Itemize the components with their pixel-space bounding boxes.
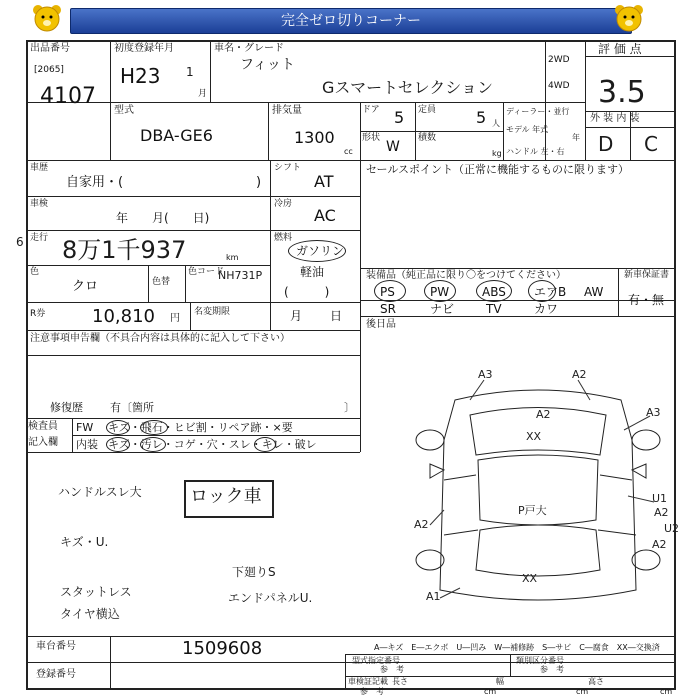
equip-ps: PS — [380, 285, 395, 299]
door-label: ドア — [362, 105, 380, 115]
chassis-label: 車台番号 — [36, 641, 76, 652]
repair-label: 修復歴 — [50, 401, 83, 414]
lock-car-note: ロック車 — [190, 486, 262, 507]
bear-mascot-left-icon — [30, 4, 64, 34]
recycle-value: 10,810 — [92, 306, 155, 327]
era-year: H23 — [120, 64, 161, 88]
circle-airbag — [528, 280, 556, 302]
note-studless: スタットレス — [60, 585, 132, 599]
fuel-gas: ガソリン — [296, 244, 345, 258]
registration-label: 名変期限 — [194, 307, 231, 317]
mark-a2-right-top: A2 — [572, 368, 587, 381]
length-cm: cm — [484, 687, 497, 696]
recycle-label: R券 — [30, 309, 46, 319]
damage-legend: A―キズ E―エクボ U―凹み W―補修跡 S―サビ C―腐食 XX―交換済 — [374, 643, 660, 652]
mileage-label: 走行 — [30, 233, 49, 243]
circle-ps — [374, 280, 406, 302]
displacement-value: 1300 — [294, 128, 335, 147]
interior-value: キズ・汚レ・コゲ・穴・スレ・キレ・破レ — [108, 438, 317, 451]
fuel-other: ( ) — [284, 285, 330, 299]
equip-leather: カワ — [534, 302, 559, 316]
ref-label-3: 参 考 — [360, 687, 384, 696]
car-grade: Gスマートセレクション — [322, 78, 493, 97]
dealer-label: ディーラー・並行 — [506, 107, 570, 116]
note-tire: タイヤ横込 — [60, 607, 120, 621]
bear-mascot-right-icon — [612, 4, 646, 34]
km-unit: km — [226, 253, 239, 262]
color-label: 色 — [30, 267, 40, 277]
load-label: 積数 — [418, 133, 437, 143]
mark-xx-front: XX — [526, 430, 542, 443]
body-label: 形状 — [362, 133, 381, 143]
fuel-diesel: 軽油 — [300, 265, 325, 279]
model-label: 型式 — [114, 105, 134, 116]
lot-small-number: [2065] — [34, 65, 64, 75]
inspection-label: 車検 — [30, 199, 49, 209]
color-code-value: NH731P — [218, 269, 263, 282]
shift-label: シフト — [274, 163, 302, 173]
color-swap-label: 色替 — [152, 277, 171, 287]
first-reg-label: 初度登録年月 — [114, 43, 174, 54]
height-label: 高さ — [588, 677, 604, 686]
mark-xx-rear: XX — [522, 572, 538, 585]
lot-label: 出品番号 — [30, 43, 70, 54]
width-cm: cm — [576, 687, 589, 696]
drive-4wd: 4WD — [548, 81, 570, 91]
mark-u1: U1 — [652, 492, 668, 505]
model-year-label: モデル 年式 — [506, 125, 549, 134]
seat-value: 5 — [476, 108, 487, 127]
ac-value: AC — [314, 206, 336, 225]
ext-int-label: 外 装 内 装 — [590, 113, 640, 124]
later-fit-label: 後日品 — [366, 319, 396, 330]
seat-label: 定員 — [418, 105, 437, 115]
mark-a3-fender: A3 — [646, 406, 661, 419]
body-value: W — [386, 139, 400, 155]
equip-sr: SR — [380, 302, 396, 316]
fuel-label: 燃料 — [274, 233, 293, 243]
lot-number: 4107 — [40, 84, 96, 109]
reg-month-unit: 月 — [290, 309, 303, 323]
mileage-value: 8万1千937 — [62, 236, 187, 264]
reg-month: 1 — [186, 65, 194, 79]
door-value: 5 — [394, 108, 405, 127]
entry-label: 記入欄 — [28, 437, 58, 448]
note-endpanel: エンドパネルU. — [228, 591, 313, 605]
fw-value: キズ・飛石・ヒビ割・リペア跡・×要 — [108, 421, 293, 434]
note-handle: ハンドルスレ大 — [58, 485, 142, 499]
history-label: 車歴 — [30, 163, 49, 173]
shift-value: AT — [314, 172, 334, 191]
equip-abs: ABS — [482, 285, 506, 299]
plate-label: 登録番号 — [36, 669, 76, 680]
kg-unit: kg — [492, 149, 502, 158]
equip-tv: TV — [486, 302, 502, 316]
note-scratch: キズ・U. — [60, 535, 109, 549]
mileage-mark: 6 — [16, 235, 24, 249]
height-cm: cm — [660, 687, 673, 696]
car-name: フィット — [240, 57, 295, 73]
ref-label-2: 参 考 — [540, 665, 564, 674]
score-label: 評 価 点 — [598, 42, 642, 56]
equip-airbag: エアB — [534, 285, 567, 299]
drive-2wd: 2WD — [548, 55, 570, 65]
length-label: 長さ — [392, 677, 408, 686]
int-grade: C — [644, 132, 658, 156]
color-value: クロ — [72, 279, 99, 294]
width-label: 幅 — [496, 677, 504, 686]
mark-roof: P戸大 — [518, 504, 547, 517]
mark-a2-left: A2 — [414, 518, 429, 531]
equip-aw: AW — [584, 285, 604, 299]
ext-grade: D — [598, 132, 614, 156]
mark-a3-left: A3 — [478, 368, 493, 381]
interior-label: 内装 — [76, 438, 98, 451]
car-damage-diagram — [400, 360, 680, 630]
color-code-label: 色コード — [188, 267, 225, 277]
ref-label-1: 参 考 — [380, 665, 404, 674]
mark-u2: U2 — [664, 522, 680, 535]
note-underbody: 下廻りS — [232, 565, 276, 579]
month-unit: 月 — [198, 89, 208, 99]
mark-a2-door: A2 — [654, 506, 669, 519]
inspection-value: 年 月( 日) — [116, 211, 210, 225]
mark-a2-rear-right: A2 — [652, 538, 667, 551]
seat-unit: 人 — [492, 119, 500, 128]
warranty-value: 有・無 — [628, 293, 665, 307]
circle-pw — [424, 280, 456, 302]
inspector-label: 検査員 — [28, 421, 58, 432]
year-unit: 年 — [572, 133, 580, 142]
ac-label: 冷房 — [274, 199, 293, 209]
equip-navi: ナビ — [430, 302, 455, 316]
model-value: DBA-GE6 — [140, 126, 213, 145]
history-value: 自家用・( — [66, 175, 124, 190]
cc-unit: cc — [344, 147, 353, 156]
fw-label: FW — [76, 421, 94, 434]
banner-title: 完全ゼロ切りコーナー — [70, 8, 632, 34]
new-warranty-label: 新車保証書 — [624, 270, 670, 280]
equip-label: 装備品（純正品に限り〇をつけてください） — [366, 270, 566, 281]
equip-pw: PW — [430, 285, 450, 299]
sales-points-label: セールスポイント（正常に機能するものに限ります） — [366, 163, 630, 176]
type-number-label: 型式指定番号 — [352, 656, 400, 665]
mark-a1: A1 — [426, 590, 441, 603]
circle-abs — [476, 280, 512, 302]
name-label: 車名・グレード — [214, 43, 284, 54]
size-label: 車検証記載 — [348, 677, 388, 686]
displacement-label: 排気量 — [272, 105, 302, 116]
recycle-unit: 円 — [170, 313, 180, 324]
repair-end: 〕 — [344, 401, 355, 414]
class-number-label: 類別区分番号 — [516, 656, 564, 665]
reg-day-unit: 日 — [330, 309, 343, 323]
history-end: ) — [256, 175, 262, 190]
chassis-number: 1509608 — [182, 638, 263, 659]
repair-value: 有〔箇所 — [110, 401, 154, 414]
mark-a2-hood: A2 — [536, 408, 551, 421]
declare-label: 注意事項申告欄（不具合内容は具体的に記入して下さい） — [30, 333, 290, 344]
handle-label: ハンドル 左・右 — [506, 147, 565, 156]
score-value: 3.5 — [598, 75, 646, 110]
